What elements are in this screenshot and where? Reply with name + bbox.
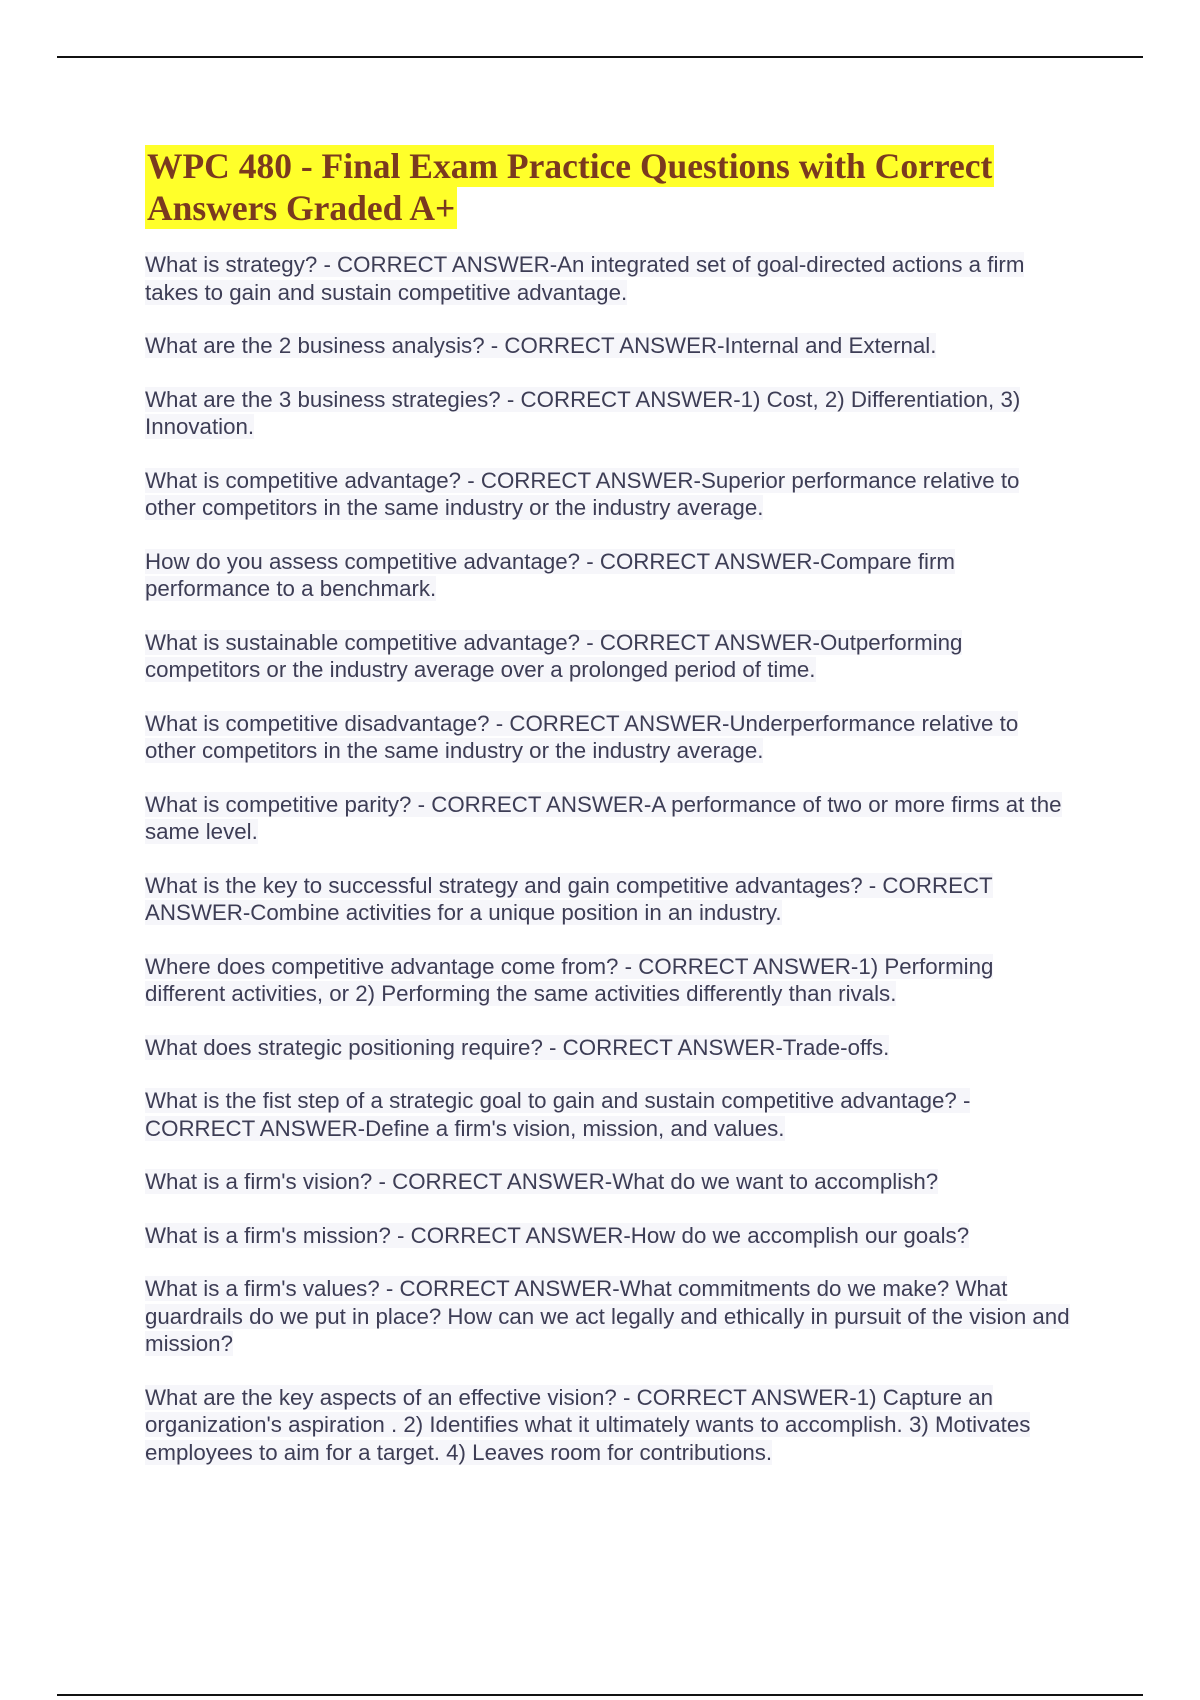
- qa-item: What is strategy? - CORRECT ANSWER-An integrated set of goal-directed actions a firm takes to gain and sustain competitive advantage.: [145, 252, 1025, 305]
- qa-item: What is a firm's values? - CORRECT ANSWER-What commitments do we make? What guardrails do we put in place? How can we act legally and ethically in pursuit of the vision and mission?: [145, 1276, 1070, 1356]
- qa-item: How do you assess competitive advantage? - CORRECT ANSWER-Compare firm performance to a benchmark.: [145, 548, 955, 601]
- qa-item: What are the 3 business strategies? - CORRECT ANSWER-1) Cost, 2) Differentiation, 3) Innovation.: [145, 386, 1021, 439]
- bottom-rule: [57, 1694, 1143, 1696]
- qa-item: What are the key aspects of an effective vision? - CORRECT ANSWER-1) Capture an organization's aspiration . 2) Identifies what it ultimately wants to accomplish. 3) Motivates employees to aim for a target. 4) Leaves room for contributions.: [145, 1384, 1031, 1465]
- qa-list: [145, 251, 1075, 1466]
- document-content: [145, 145, 1075, 1492]
- qa-item: What does strategic positioning require? - CORRECT ANSWER-Trade-offs.: [145, 1034, 890, 1060]
- qa-item: What is the fist step of a strategic goal to gain and sustain competitive advantage? - CORRECT ANSWER-Define a firm's vision, mission, and values.: [145, 1088, 971, 1141]
- top-rule: [57, 56, 1143, 58]
- qa-item: What is a firm's vision? - CORRECT ANSWER-What do we want to accomplish?: [145, 1169, 939, 1194]
- document-title: [145, 145, 1075, 229]
- qa-item: Where does competitive advantage come from? - CORRECT ANSWER-1) Performing different activities, or 2) Performing the same activities differently than rivals.: [145, 953, 994, 1006]
- document-title-text: WPC 480 - Final Exam Practice Questions with Correct Answers Graded A+: [147, 146, 993, 228]
- qa-item: What is competitive parity? - CORRECT ANSWER-A performance of two or more firms at the same level.: [145, 791, 1062, 844]
- qa-item: What is competitive advantage? - CORRECT ANSWER-Superior performance relative to other competitors in the same industry or the industry average.: [145, 467, 1020, 520]
- qa-item: What are the 2 business analysis? - CORRECT ANSWER-Internal and External.: [145, 333, 937, 358]
- qa-item: What is competitive disadvantage? - CORRECT ANSWER-Underperformance relative to other competitors in the same industry or the industry average.: [145, 710, 1019, 763]
- qa-item: What is sustainable competitive advantage? - CORRECT ANSWER-Outperforming competitors or the industry average over a prolonged period of time.: [145, 629, 963, 682]
- qa-item: What is a firm's mission? - CORRECT ANSWER-How do we accomplish our goals?: [145, 1222, 970, 1248]
- qa-item: What is the key to successful strategy and gain competitive advantages? - CORRECT ANSWER-Combine activities for a unique position in an industry.: [145, 872, 993, 925]
